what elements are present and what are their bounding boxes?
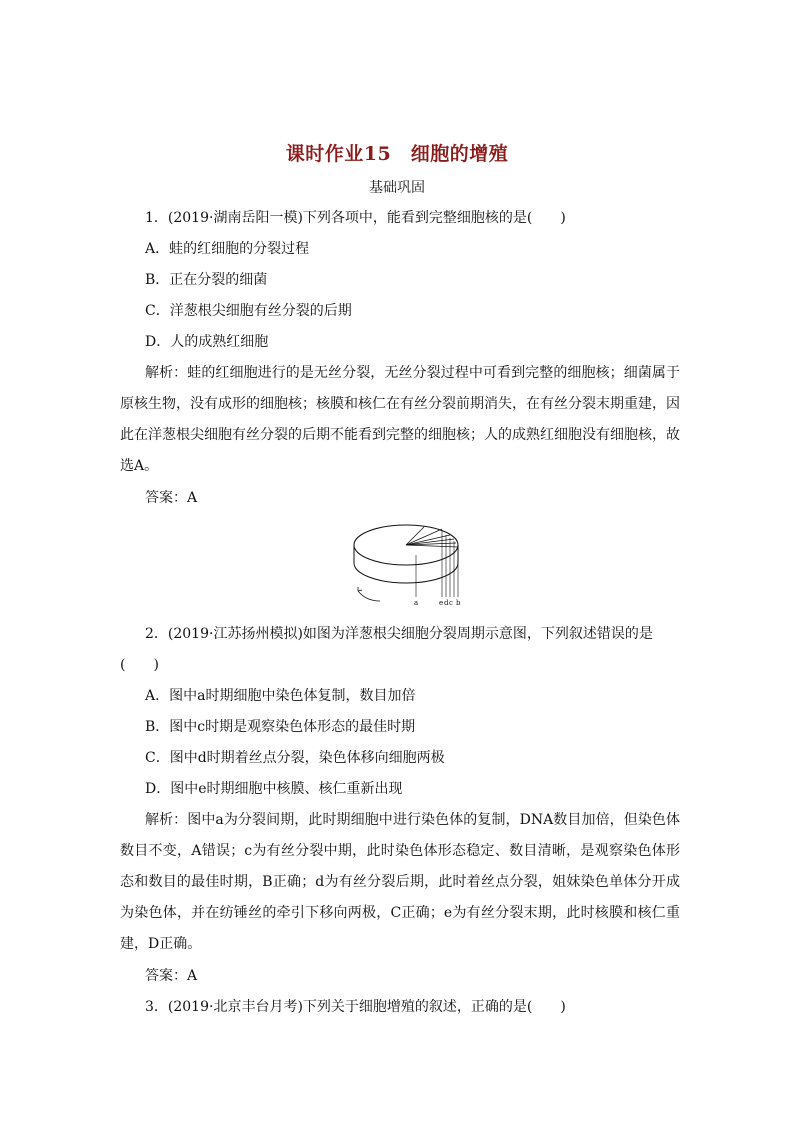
- q2-option-c: C．图中d时期着丝点分裂，染色体移向细胞两极: [145, 750, 445, 766]
- q1-option-b: B．正在分裂的细菌: [145, 272, 268, 288]
- figure-label-e: e: [439, 599, 444, 607]
- q2-option-d: D．图中e时期细胞中核膜、核仁重新出现: [145, 781, 403, 797]
- q1-option-c: C．洋葱根尖细胞有丝分裂的后期: [145, 303, 352, 319]
- figure-label-a: a: [414, 599, 419, 607]
- cell-cycle-pie-figure: [350, 515, 470, 607]
- section-subtitle: 基础巩固: [369, 180, 425, 196]
- q2-analysis: 解析：图中a为分裂间期，此时期细胞中进行染色体的复制，DNA数目加倍，但染色体数目不变，A错误；c为有丝分裂中期，此时染色体形态稳定、数目清晰，是观察染色体形态和数目的最佳时期，B正确；d为有丝分裂后期，此时着丝点分裂，姐妹染色单体分开成为染色体，并在纺锤丝的牵引下移向两极，C正确；e为有丝分裂末期，此时核膜和核仁重建，D正确。: [120, 812, 680, 952]
- figure-label-c: c: [449, 599, 453, 607]
- q1-answer: 答案：A: [145, 490, 198, 506]
- q1-option-d: D．人的成熟红细胞: [145, 334, 269, 350]
- q1-analysis: 解析：蛙的红细胞进行的是无丝分裂，无丝分裂过程中可看到完整的细胞核；细菌属于原核生物，没有成形的细胞核；核膜和核仁在有丝分裂前期消失，在有丝分裂末期重建，因此在洋葱根尖细胞有丝分裂的后期不能看到完整的细胞核；人的成熟红细胞没有细胞核，故选A。: [120, 365, 680, 474]
- q2-stem: 2．(2019·江苏扬州模拟)如图为洋葱根尖细胞分裂周期示意图，下列叙述错误的是: [145, 626, 653, 642]
- q3-stem: 3．(2019·北京丰台月考)下列关于细胞增殖的叙述，正确的是( ): [145, 999, 566, 1015]
- q1-option-a: A．蛙的红细胞的分裂过程: [145, 241, 310, 257]
- q2-stem-cont: ( ): [120, 657, 159, 673]
- q2-option-a: A．图中a时期细胞中染色体复制，数目加倍: [145, 688, 416, 704]
- q2-option-b: B．图中c时期是观察染色体形态的最佳时期: [145, 719, 416, 735]
- q1-stem: 1．(2019·湖南岳阳一模)下列各项中，能看到完整细胞核的是( ): [145, 210, 566, 226]
- figure-label-d: d: [444, 599, 449, 607]
- q2-answer: 答案：A: [145, 968, 198, 984]
- page-title: 课时作业15 细胞的增殖: [285, 143, 509, 165]
- figure-label-b: b: [456, 599, 461, 607]
